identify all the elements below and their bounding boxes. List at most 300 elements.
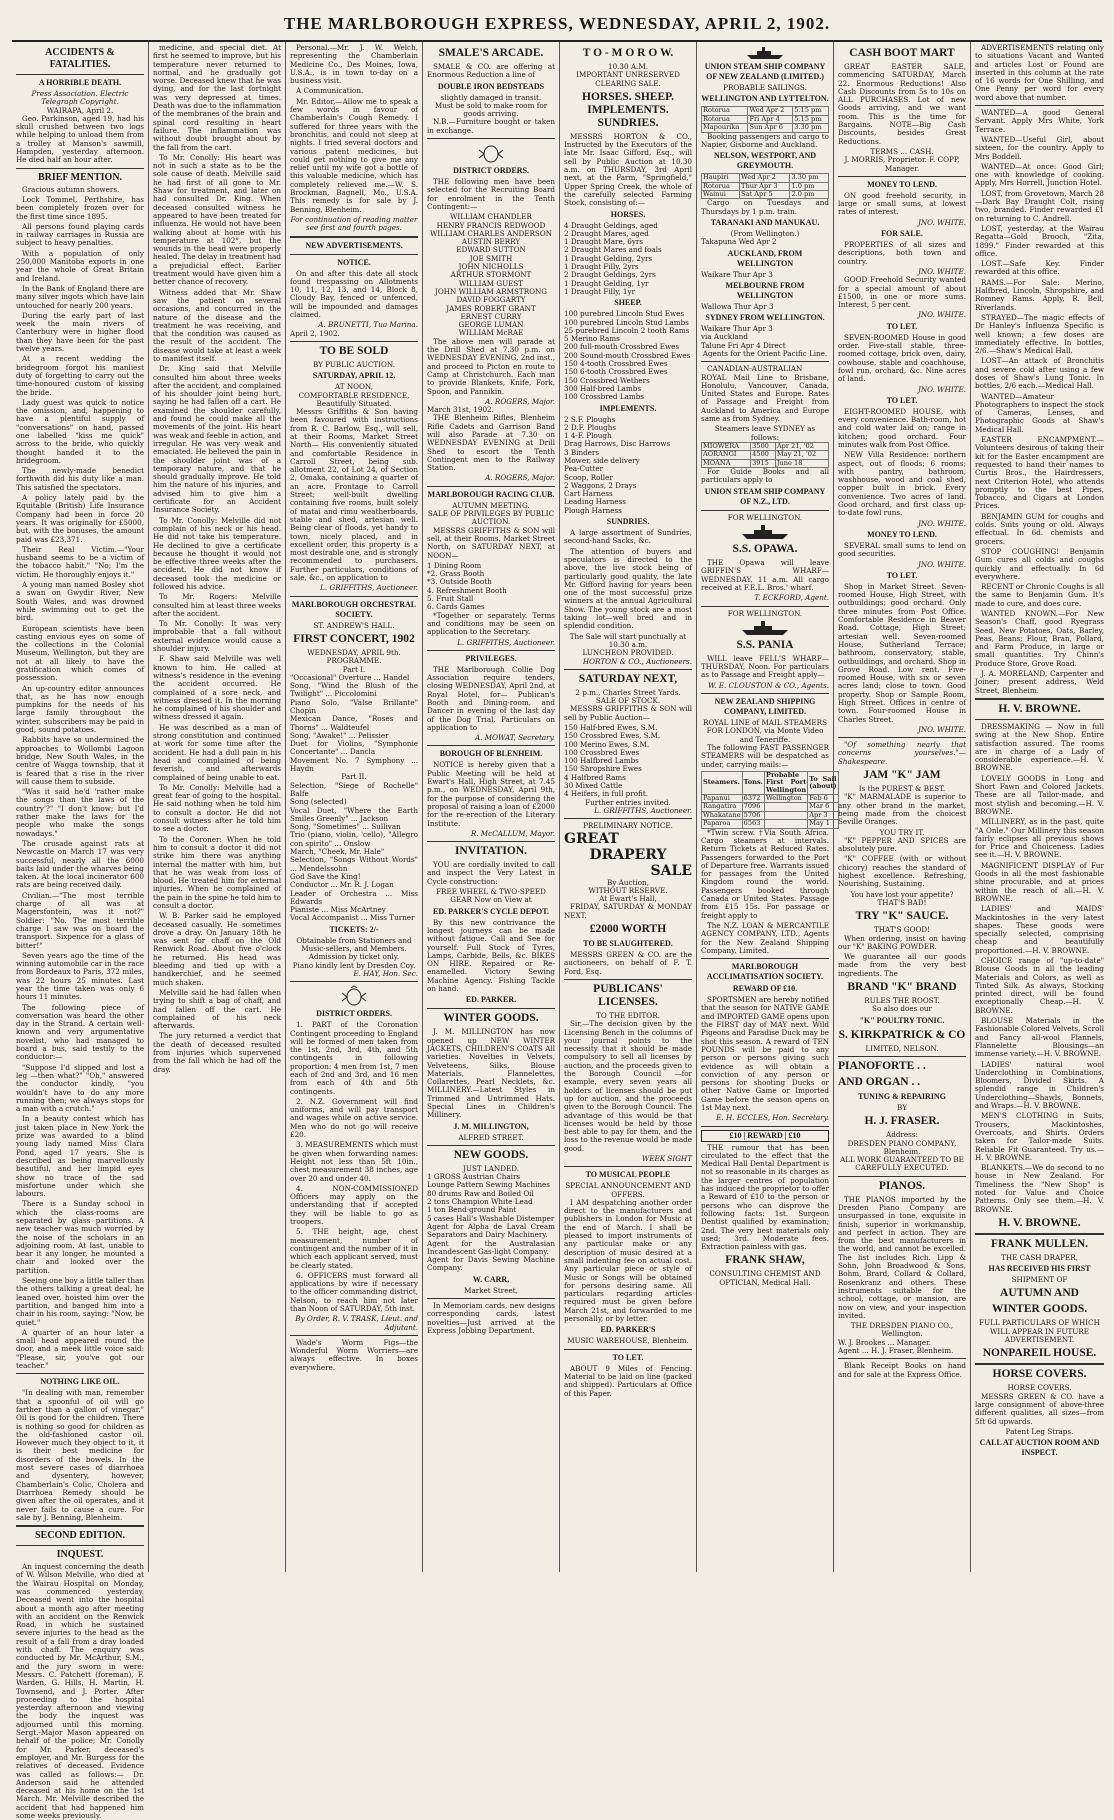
table-cell: Wellington [764, 795, 807, 803]
kirkpatrick-sub: LIMITED, NELSON. [865, 1043, 939, 1053]
table-cell: MOANA [702, 459, 751, 467]
table-header: To Sail (about) [808, 771, 838, 794]
to-let-heading: TO LET. [886, 395, 918, 405]
browne-heading: H. V. BROWNE. [998, 702, 1081, 715]
table-cell: 5706 [742, 811, 764, 819]
ewart-hall: At Ewart's Hall, [599, 894, 657, 904]
worm-ad: Wade's Worm Figs—the Wonderful Worm Worriers—are always effective. In boxes everywhere. [290, 1337, 418, 1372]
by: BY [897, 1102, 907, 1112]
for-wellington: FOR WELLINGTON. [727, 608, 803, 618]
table-header: Tons. [742, 771, 764, 794]
route-note: Booking passengers and cargo to Napier, Gisborne and Auckland. [701, 131, 829, 149]
list-item: Agent for Davis Sewing Machine Company. [427, 1255, 555, 1273]
brief-item: With a population of only 250,000 Manitoba exports in one year the whole of Great Britain and Ireland. [16, 248, 144, 283]
list-item: 1 GROSS Austrian Chairs [427, 1172, 521, 1182]
concert-hall: ST. ANDREW'S HALL. [313, 620, 395, 630]
list-item: *3. Outside Booth [427, 577, 492, 587]
morris: J. MORRIS, Proprietor. F. COPP, Manager. [844, 155, 960, 173]
table-cell: Whakatane [703, 810, 741, 819]
twin-note: *Twin screw. †Via South Africa. Cargo steamers at intervals. Return Tickets at Reduced Rates. Passengers forwarded to the Port of Departure free. Warrants issued for passages from the United Kingdom round the world. Passengers booked through Canada or United States. Passage from £15 15s. For passage or freight apply to [701, 827, 829, 920]
article-subhead: NOTHING LIKE OIL. [40, 1377, 120, 1387]
brief-item: European scientists have been casting envious eyes on some of the collections in the Colonial Museum, Wellington, but they are not at all likely to have the gratification which comes of possession. [16, 623, 144, 683]
table-cell: MIOWERA [702, 442, 751, 450]
table-cell: Wainui [702, 190, 740, 198]
list-item: Agent for the Australasian Incandescent Gas-light Company. [427, 1238, 555, 1256]
programme-item: Selection, "Siege of Rochelle" Balfe [290, 780, 418, 798]
route-heading: SYDNEY FROM WELLINGTON. [705, 313, 825, 323]
list-item: 150 Shropshire Ewes [564, 764, 642, 774]
order-item: 3. MEASUREMENTS which must be given when forwarding names: Height not less than 5ft 10in., chest measurement 38 inches, age over 20 and under 40. [290, 1140, 418, 1183]
list-item: DAVID FOGGARTY [456, 295, 526, 305]
brief-item: Rabbits have so undermined the approaches to Wollombi Lagoon bridge, New South Wales, in the centre of Wagga township, that it is feared that a rise in the river will cause them to subside. [16, 735, 144, 786]
autumn-meeting: AUTUMN MEETING. [452, 500, 530, 510]
classified-ad: LOST.—Safe Key. Finder rewarded at this office. [975, 259, 1104, 277]
list-item: *2. Grass Booth [427, 569, 485, 579]
quote: "Of something nearly that concerns yourselves."—Shakespeare. [838, 740, 966, 766]
route-row: Wallowa Thur Apr 3 [701, 301, 774, 311]
steamer-table [701, 771, 839, 829]
table-cell: 3500 [751, 442, 776, 450]
paragraph: Personal.—Mr. J. W. Welch, representing the Chamberlain Medicine Co., Des Moines, Iowa, U.S.A., is in town to-day on a business visit. [290, 43, 418, 86]
musical-heading: TO MUSICAL PEOPLE [585, 1170, 671, 1180]
route-row: Talune Fri Apr 4 Direct [701, 340, 786, 350]
list-item: JAMES ROBERT GRANT [446, 303, 536, 313]
saturday-time: 2 p.m., Charles Street Yards. [575, 687, 681, 697]
sundries-subhead: SUNDRIES. [606, 517, 650, 527]
call-inspect: CALL AT AUCTION ROOM AND INSPECT. [979, 1438, 1100, 1458]
money-body: SEVERAL small sums to lend on good securities. [838, 540, 966, 559]
brief-item: There is a Sunday school in which the class-rooms are separated by glass partitions. A new teacher was much worried by the noise of the scholars in an adjoining room. At last, unable to bear it any longer, he mounted a chair and looked over the partition. [16, 1199, 144, 1275]
sheep-subhead: SHEEP. [614, 298, 642, 308]
sailings-table [701, 173, 829, 199]
kirkpatrick: S. KIRKPATRICK & CO [838, 1028, 966, 1041]
patent-straps: Patent Leg Straps. [1005, 1426, 1074, 1436]
inquest-continued [153, 44, 281, 1074]
carr-street: Market Street, [464, 1285, 518, 1295]
signature: A. MOWAT, Secretary. [474, 733, 555, 743]
list-item: 100 Merino Ewes, S.M. [564, 739, 650, 749]
list-item: 2 S.F. Ploughs [564, 414, 616, 424]
sale-privileges: SALE OF PRIVILEGES BY PUBLIC AUCTION. [427, 509, 555, 527]
paragraph: W. B. Parker said he employed deceased casually. He sometimes drove a dray. On January 18th he was sent for chaff on the Old Renwick Road. About five o'clock he returned. His head was bleeding and tied up with a handkerchief, and he seemed much shaken. [153, 911, 281, 987]
parker-sig: ED. PARKER. [465, 995, 517, 1005]
list-item: 200 full-mouth Crossbred Ewes [564, 342, 680, 352]
royal-mail: ROYAL LINE of MAIL STEAMERS FOR LONDON, via Monte Video and Teneriffe. [703, 718, 827, 744]
horses-subhead: HORSES. [610, 209, 646, 219]
table-cell: 2.0 pm [790, 190, 829, 198]
table-cell: 3.30 pm [790, 174, 829, 182]
concert-credits [290, 881, 418, 922]
table-cell: Sun Apr 6 [748, 124, 793, 132]
personal-notes [290, 44, 418, 214]
saturday-heading: SATURDAY NEXT, [578, 672, 678, 685]
signature: A. ROGERS, Major. [485, 473, 555, 483]
pianoforte: PIANOFORTE . . [838, 1059, 926, 1072]
signature: R. McCALLUM, Mayor. [470, 828, 555, 838]
tried: You have lost your appetite? THAT'S BAD! [850, 889, 954, 907]
table-cell: Rotorua [702, 182, 740, 190]
list-item: Scoop, Roller [564, 472, 613, 482]
brief-item: A young man named Bosley shot a swan on Gwydir River, New South Wales, and was drowned while swimming out to get the bird. [16, 580, 144, 623]
credit-line: Conductor ... Mr. R. J. Logan [290, 880, 394, 890]
list-item: 100 Halfbred Lambs [564, 756, 639, 766]
horton-body: MESSRS HORTON & CO., Instructed by the Executors of the late Mr. Isaac Gifford, Esq., will sell by Public Auction at 10.30 a.m. on THURSDAY, 3rd April next, at the Farm, "Springfield," Upper Spring Creek, the whole of the carefully selected Farming Stock, consisting of:— [564, 131, 692, 208]
column-2 [149, 42, 286, 1572]
order-item: 2. N.Z. Government will find uniforms, and will pay transport and wages while on active service. Men who do not go will receive £20. [290, 1096, 418, 1140]
signature: A. BRUNETTI, Tua Marina. [318, 320, 418, 330]
table-cell: Paparoa [702, 820, 743, 828]
classified-ad: LOST—An attack of Bronchitis and severe cold after using a few doses of Shaw's Lung Tonic. In bottles, 2/6 each.—Medical Hall. [975, 356, 1104, 391]
sale-dates: FRIDAY, SATURDAY & MONDAY NEXT. [564, 902, 692, 920]
worth: £2000 WORTH [589, 923, 667, 936]
goodwill-body: GOOD Freehold Security wanted for a special amount of about £1500, in one or more sums. Interest, 5 per cent. [838, 275, 966, 310]
booth-list [427, 562, 555, 612]
receipt-books: Blank Receipt Books on hand and for sale at the Express Office. [838, 1361, 966, 1379]
list-item: 100 purebred Lincoln Stud Lambs [564, 317, 689, 327]
table-cell: 5.15 pm [793, 115, 829, 123]
route-row: via Auckland [701, 332, 748, 342]
horse-list [564, 222, 692, 297]
signature: JNO. WHITE. [917, 266, 966, 276]
route-from: (From Wellington.) [730, 228, 800, 238]
district-orders-list [290, 1021, 418, 1313]
guaranteed: ALL WORK GUARANTEED TO BE CAREFULLY EXECUTED. [840, 1155, 964, 1173]
opawa-body: THE Opawa will leave GRIFFIN'S WHARF— WEDNESDAY, 11 a.m. All cargo received at F.E.L. Bros.' wharf. [701, 558, 829, 592]
signature: T. ECKFORD, Agent. [754, 593, 829, 603]
classified-ad: WANTED—Useful Girl, about sixteen, for the country. Apply to Mrs Boddell. [975, 134, 1104, 161]
brief-item: At a recent wedding the bridegroom forgot his manliest duty of forgetting to carry out the time-honoured custom of kissing the bride. [16, 354, 144, 397]
signature: JNO. WHITE. [917, 217, 966, 227]
publicans-body: Sir,—The decision given by the Licensing Bench in the columns of your journal points to the necessity that it should be made compulsory to sell all licenses by auction, and the proceeds given to the Borough Council —for example, every seven years all holders of licenses should be put up for auction, and the proceeds given to the Borough Council. The advantage of this would be that licenses would be held by those best able to pay for them, and the loss to the revenue would be made good. [564, 1019, 692, 1153]
ship-name: S.S. OPAWA. [732, 543, 798, 556]
winter: WINTER GOODS. [991, 1303, 1088, 1316]
usco-sig: UNION STEAM SHIP COMPANY OF N.Z., LTD. [704, 486, 826, 506]
route-heading: MELBOURNE FROM WELLINGTON [725, 280, 805, 300]
table-header: Probable First Port Wellington [765, 770, 807, 794]
classified-ad: BLOUSE Materials in the Fashionable Colored Velvets, Scroll and Fancy all-wool Flannels, Flannelette Blousings—an immense variety.—H. V. BROWNE. [975, 1016, 1104, 1059]
table-cell: 6563 [742, 820, 764, 828]
pianos-heading: PIANOS. [878, 1179, 926, 1192]
shop-body: Shop in Market Street. Seven-roomed House, High Street, with outbuildings; good orchard. Only three minutes from Post Office. Comfortable Residence in Beaver Road. Cottage, High Street; artesian well. Seven-roomed House, Sutherland Terrace; bathroom, conservatory, stable, outbuildings, and orchard. Shop in Grove Road. Low rent. Five-roomed House, with six or seven acres land; close to town. Good property. Shop or Sample Room, High Street. Offices in centre of town. Four-roomed House in Charles Street. [838, 581, 966, 724]
table-cell [764, 803, 807, 811]
browne-list [975, 723, 1104, 1214]
list-item: 2 D.F. Ploughs [564, 422, 617, 432]
rifles-body: THE Blenheim Rifles, Blenheim Rifle Cadets and Garrison Band will also Parade at 7.30 on WEDNESDAY EVENING at Drill Shed to escort the Tenth Contingent men to the Railway Station. [427, 413, 555, 473]
credit-line: Leader of Orchestra ... Miss Edwards [290, 888, 418, 906]
list-item: 100 Crossbred Lambs [564, 392, 644, 402]
concert-title: FIRST CONCERT, 1902 [293, 632, 415, 645]
k-baking: When ordering, insist on having our "K" BAKING POWDER. [838, 933, 966, 951]
list-item: 30 Mixed Cattle [564, 781, 623, 791]
for-wellington: FOR WELLINGTON. [727, 512, 803, 522]
you-try: YOU TRY IT. [879, 827, 925, 837]
classified-ad: WANTED—A good General Servant. Apply Mrs White, York Terrace. [975, 108, 1104, 134]
list-item: 2 tons Champion White Lead [427, 1197, 533, 1207]
section-heading-second-edition: SECOND EDITION. [34, 1530, 126, 1542]
article-body: "In dealing with man, remember that a spoonful of oil will go farther than a gallon of vinegar." Oil is good for the children. There is nothing so good for children as the old-fashioned castor oil. However much they object to it, it is their best medicine for disorders of the bowels. In the most severe cases of diarrhoea and dysentery, however, Chamberlain's Colic, Cholera and Diarrhoea Remedy should be given after the oil operates, and it never fails to cause a cure. For sale by J. Benning, Blenheim. [16, 1388, 144, 1522]
credit-line: Pianiste ... Miss McArtney [290, 905, 386, 915]
programme-item: "Occasional" Overture ... Handel [290, 672, 410, 682]
notice-date: April 2, 1902. [290, 328, 340, 338]
classified-ad: LADIES' natural wool Underclothing in Combinations, Bloomers, Divided Skirts. A splendid range in Children's Underclothing—Shawls, Bonnets, and Wraps.—H. V. BROWNE. [975, 1059, 1104, 1111]
tuning: TUNING & REPAIRING [858, 1091, 946, 1101]
part-heading: Part II. [341, 772, 367, 782]
paragraph: Mr. Editor,—Allow me to speak a few words in favour of Chamberlain's Cough Remedy. I suffered for three years with the bronchitis, and could not sleep at nights. I tried several doctors and various patent medicines, but could get nothing to give me any relief until my wife got a bottle of this valuable medicine, which has completely relieved me.—W. S. Brockman, Bagnell, Mo., U.S.A. This remedy is for sale by J. Benning, Blenheim. [290, 96, 418, 214]
auction-heading: TO BE SOLD [319, 344, 389, 357]
district-orders-heading: DISTRICT ORDERS. [316, 1009, 392, 1019]
men-list [427, 213, 555, 337]
griffiths-body: MESSRS GRIFFITHS & SON will sell, at their Rooms, Market Street North, on SATURDAY NEXT, at NOON— [427, 525, 555, 560]
tickets: TICKETS: 2/- [329, 924, 379, 934]
contingent-body: THE following men have been selected for the Recruiting Board for enrolment in the Tenth Contingent:— [427, 177, 555, 211]
to-let-body: ABOUT 9 Miles of Fencing. Material to be laid on line (packed and shipped). Particulars at Office of this Paper. [564, 1363, 692, 1398]
table-cell: 7096 [742, 803, 764, 811]
list-item: WILLIAM CHARLES ANDERSON [429, 228, 553, 238]
k-poultry: "K" POULTRY TONIC. [859, 1015, 945, 1025]
classified-ad: MAGNIFICENT DISPLAY of Fur Goods in all the most fashionable shine procurable, and at prices within the reach of all.—H. V. BROWNE. [975, 860, 1104, 903]
brief-item: "Was it said he'd 'rather make the songs than the laws of the country'?" "I don't know; but I'd rather make the laws for the people who make the songs nowadays." [16, 787, 144, 838]
full-particulars: FULL PARTICULARS OF WHICH WILL APPEAR IN FUTURE ADVERTISEMENT. [979, 1318, 1100, 1345]
classified-ad: MEN'S CLOTHING in Suits, Trousers, Mackintoshes, Overcoats, and Shirts. Orders taken for Tailor-made Suits. Reliable Fit Guaranteed. Try us.—H. V. BROWNE. [975, 1111, 1104, 1162]
brief-item: Seeing one boy a little taller than the others talking a great deal, he leaned over, hoisted him over the partition, and banged him into a chair in his room, saying: "Now, be quiet." [16, 1276, 144, 1327]
table-cell: 4500 [751, 451, 776, 459]
order-item: 4. NON-COMMISSIONED Officers may apply on the understanding that if accepted they will be liable to go as troopers. [290, 1183, 418, 1227]
programme-item: Song, "Wind the Blush of the Twilight" ... Piccolomini [290, 681, 418, 699]
nonpareil: NONPAREIL HOUSE. [982, 1347, 1097, 1360]
musical-body: I AM despatching another order direct to the manufacturers and publishers in London for Music at the end of March. I shall be pleased to import instruments of any particular make or any description of music desired at a small indenting fee on actual cost. Any particular piece or style of Music or Songs will be obtained for persons desiring same. All particulars regarding articles required must be given before March 21st, and forwarded to me personally, or by letter. [564, 1197, 692, 1324]
notice-heading: NOTICE. [337, 257, 371, 267]
list-item: Plough Harness [564, 505, 622, 515]
dresden: DRESDEN PIANO COMPANY, [847, 1138, 957, 1148]
bedsteads-sold: Must be sold to make room for goods arriving. [434, 100, 548, 119]
prelim-notice: PRELIMINARY NOTICE. [583, 821, 673, 831]
route-heading: WELLINGTON AND LYTTELTON. [701, 94, 829, 104]
tomorrow-time: 10.30 A.M. [608, 62, 648, 71]
list-item: 4 Draught Geldings, aged [564, 220, 658, 230]
great-drapery-drapery: DRAPERY [589, 846, 667, 863]
brief-item: In the Bank of England there are many silver ingots which have lain untouched for nearly 200 years. [16, 283, 144, 310]
list-item: JOHN WILLIAM ARMSTRONG [434, 286, 548, 296]
auction-item: COMFORTABLE RESIDENCE, Beautifully Situated. [298, 390, 410, 408]
programme-item: March, "Cheek, Mr. Hale" [290, 847, 385, 857]
table-cell: AORANGI [702, 451, 751, 459]
list-item: Agent for Alpha de Laval Cream Separators and Dairy Machinery. [427, 1221, 555, 1240]
try-k-sauce: TRY "K" SAUCE. [855, 910, 949, 923]
publicans-heading: PUBLICANS' LICENSES. [593, 982, 663, 1008]
acclim-body: SPORTSMEN are hereby notified that the season for NATIVE GAME and IMPORTED GAME opens upon the FIRST day of MAY next. Wild Pigeons and Paradise Duck may be shot this season. A reward of TEN POUNDS will be paid to any person or persons giving such evidence as will obtain a conviction of any person or persons for shooting Ducks or other Native Game or Imported Game before the season opens on 1st May next. [701, 995, 829, 1112]
furniture-note: N.B.—Furniture bought or taken in exchange. [427, 117, 555, 135]
for-sale-heading: FOR SALE. [881, 229, 923, 239]
borough-body: NOTICE is hereby given that a Public Meeting will be held at Ewart's Hall, High Street, at 7.45 p.m., on WEDNESDAY, April 9th, for the purpose of considering the proposal of raising a loan of £2000 for the re-erection of the Literary Institute. [427, 760, 555, 828]
signature: JNO. WHITE. [917, 518, 966, 528]
rules-roost: RULES THE ROOST. [864, 996, 940, 1006]
dateline: WAIRAPA, April 2. [46, 105, 114, 115]
acclim-heading: MARLBOROUGH ACCLIMATISATION SOCIETY. [706, 962, 824, 982]
list-item: 1 4-F. Plough [564, 431, 612, 441]
browne-heading: H. V. BROWNE. [998, 1216, 1081, 1229]
credit-line: Vocal Accompanist ... Miss Turner [290, 913, 415, 923]
route-heading: NELSON, WESTPORT, AND GREYMOUTH. [713, 151, 817, 171]
classified-ad: RECENT or Chronic Coughs is all the same to Benjamin Gum. It's made to cure, and does cure. [975, 582, 1104, 608]
route-note: Cargo on Tuesdays and Thursdays by 1 p.m. train. [701, 198, 829, 216]
pania-body: WILL leave FELL'S WHARF— THURSDAY, Noon. For particulars as to Passage and Freight apply— [701, 653, 829, 680]
paragraph: To Mr. Rogers: Melville consulted him at least three weeks after the accident. [153, 592, 281, 618]
privileges-heading: PRIVILEGES. [465, 653, 517, 663]
table-cell: 3.30 pm [793, 124, 829, 132]
reward-body: THE rumour that has been circulated to the effect that the Medical Hall Dental Department is not so reasonable in its charges as the larger centres of population has induced the proprietor to offer a Reward of £10 to the person or persons who can disprove the following facts: 1st. Surgeon Dentist qualified by examination; 2nd. The very best materials only used; 3rd. Moderate fees. Extraction painless with gas. [701, 1142, 829, 1252]
list-item: Lounge Pattern Sewing Machines [427, 1180, 550, 1190]
list-item: 150 4-tooth Crossbred Ewes [564, 359, 668, 369]
columns [12, 42, 1104, 1820]
list-item: 6. Cards Games [427, 602, 485, 612]
programme-item: Selection, "Songs Without Words" ... Mendelssohn [290, 855, 418, 873]
brief-item: A quarter of an hour later a small head appeared round the door, and a meek little voice said: "Please, sir, you've got our teacher." [16, 1327, 144, 1371]
brief-item: Lock Tommel, Perthshire, has been completely frozen over for the first time since 1895. [16, 194, 144, 221]
luncheon: LUNCHEON PROVIDED. [582, 648, 674, 658]
paragraph: To Mr. Conolly: Melville did not complain of his neck or his head. He did not take his temperature. He declined to give a certificate because he thought it would not be effective three weeks after the accident. He did not know if deceased took the medicine or followed his advice. [153, 515, 281, 591]
list-item: 200 Sound-mouth Crossbred Ewes [564, 350, 691, 360]
paragraph: Witness added that Mr. Shaw saw the patient on several occasions, and concurred in the nature of the disease and the treatment he was receiving, and that the condition was caused as the result of the accident. The disease would take at least a week to manifest itself. [153, 287, 281, 363]
reward-heading: REWARD OF £10. [732, 984, 798, 994]
freewheel: FREE WHEEL & TWO-SPEED GEAR Now on View at [436, 887, 546, 905]
table-cell: Apr 3 [808, 811, 838, 819]
classified-ad: J. A. MORELAND, Carpenter and Joiner; present address, Weld Street, Blenheim. [975, 669, 1104, 695]
article-body: An inquest concerning the death of W. Wilson Melville, who died at the Wairau Hospital on Monday, was commenced yesterday. Deceased went into the hospital about a month ago after meeting with an accident on the Renwick Road, in which he sustained severe injuries to the head as the result of a fall from a dray loaded with chaff. The enquiry was conducted by Mr. McArthur, S.M., and the jury sworn in were: Messrs. C. Patchett (foreman), F. Warden, G. Hills, H. Martin, H. Townsend, and J. Porter. After proceeding to the hospital yesterday afternoon and viewing the body the inquest was adjourned until this morning. Sergt.-Major Mason appeared on behalf of the police; Mr. Conolly for Mr. Parker, deceased's employer, and Mr. Burgess for the relatives of deceased. Evidence was called as follows:— Dr. Anderson said he attended deceased at his home on the 1st March. Mr. Melville described the accident that had happened him some weeks previously. [16, 1562, 144, 1820]
to-let-body: EIGHT-ROOMED HOUSE, with every convenience. Bath-room, hot and cold water laid on; range in kitchen; good orchard. Four minutes walk from Post Office. [838, 406, 966, 449]
list-item: 100 purebred Lincoln Stud Ewes [564, 309, 685, 319]
classified-ad: DRESSMAKING — Now in full swing at the New Shop. Entire satisfaction assured. The rooms are in charge of a Lady of considerable experience.—H. V. BROWNE. [975, 721, 1104, 773]
classified-ad: EASTER ENCAMPMENT.—Volunteers desirous of taking their kit for the Easter encampment are requested to hand their names to Curtis Bros., the Hairdressers, next Criterion Hotel, who attends promptly to the best Pipes, Tobacco, and Cigars at London Prices. [975, 435, 1104, 511]
together-note: *Together or separately. Terms and conditions may be seen on application to the Secretary. [427, 610, 555, 637]
brief-item: The following piece of conversation was heard the other day in the Strand. A certain well-known and very argumentative novelist, who had managed to board a bus, said testily to the conductor:— [16, 1002, 144, 1062]
reward-bar: £10 | REWARD | £10 [701, 1130, 829, 1142]
brief-item: "Suppose I'd slipped and lost a leg —then what?" "Oh," answered the conductor kindly, "you wouldn't have to do any more running then; we always stops for a man with a crutch." [16, 1062, 144, 1114]
to-let-heading: TO LET. [612, 1352, 644, 1362]
dpc: THE DRESDEN PIANO CO., Wellington. [850, 1321, 954, 1339]
part-heading: Part I. [342, 664, 366, 674]
agent: Agent ... H. J. Fraser, Blenheim. [838, 1346, 954, 1356]
list-item: Mower, side delivery [564, 455, 640, 465]
classified-ad: RAMS.—For Sale: Merino, Halfbred, Lincoln, Shropshire, and Romney Rams. Apply, R. Bell, Riverlands. [975, 277, 1104, 312]
table-cell: 6372 [742, 795, 764, 803]
list-item: Pea-Cutter [564, 464, 604, 474]
brief-item: The newly-made benedict forthwith did his duty like a man. This satisfied the spectators. [16, 466, 144, 492]
tickets-note: Obtainable from Stationers and Music-sellers, and Members. Admission by ticket only. [296, 935, 412, 962]
classified-ad: LADIES' and MAIDS' Mackintoshes in the very latest shapes. These goods were specially selected, comprising cheap and beautifully proportioned.—H. V. BROWNE. [975, 904, 1104, 955]
probable-sailings: PROBABLE SAILINGS. [723, 83, 807, 92]
parker-music: ED. PARKER'S [600, 1325, 656, 1335]
mullen-heading: FRANK MULLEN. [990, 1237, 1089, 1250]
k-jam-text: Is the PUREST & BEST. [858, 784, 946, 794]
cash-draper: THE CASH DRAPER, [1001, 1252, 1078, 1262]
further-entries: Further entries invited. [585, 797, 671, 807]
section-heading-inquest: INQUEST. [56, 1549, 104, 1561]
concert-org: MARLBOROUGH ORCHESTRAL SOCIETY. [291, 599, 417, 619]
programme-item: Song (selected) [290, 797, 347, 807]
cycle-depot: ED. PARKER'S CYCLE DEPOT. [433, 906, 549, 916]
classified-ad: STRAYED—The magic effects of Dr Hanley's Influenza Specific is well known; a few doses are immediately effective. In bottles, 2/6.—Shaw's Medical Hall. [975, 312, 1104, 356]
classified-ad: BLANKETS.—We do second to no house in New Zealand. For Timeliness the "New Shop" is noted for Value and Choice Patterns. Only see them.—H. V. BROWNE. [975, 1163, 1104, 1214]
list-item: ARTHUR STORMONT [450, 270, 532, 280]
signature: L. GRIFFITHS, Auctioneer. [320, 583, 418, 593]
orient-agents: Agents for the Orient Pacific Line. [702, 349, 828, 358]
classified-ad: WANTED—Amateur Photographers to inspect the stock of Cameras, Lenses, and Photographic Goods at Shaw's Medical Hall. [975, 391, 1104, 434]
classified-ad: MILLINERY, as in the past, quite "A Onle." Our Millinery this season fairly eclipses all previous shows for Price and Choiceness. Ladies see it.—H. V. BROWNE. [975, 817, 1104, 860]
signature: JNO. WHITE. [917, 384, 966, 394]
table-cell: 1.0 pm [790, 182, 829, 190]
list-item: 2 Waggons, 2 Drays [564, 480, 637, 490]
by-auction: By Auction, [607, 877, 649, 887]
list-item: 300 Half-bred Lambs [564, 383, 642, 393]
and-organ: AND ORGAN . . [838, 1075, 921, 1088]
k-guarantee: We guarantee all our goods made from the very best ingredients. The [838, 952, 966, 978]
programme-list [290, 782, 418, 882]
programme-item: Duet for Violins, "Symphonie Concertante" ... Dancla [290, 739, 418, 757]
brief-item: Lady guest was quick to notice the omission, and, happening to have a plentiful supply of "conversations" on hand, passed one labelled "kiss me quick" across to the bride, who quickly thought handed it to the bridegroom. [16, 397, 144, 465]
route-heading: TARANAKI AND MANUKAU. [710, 217, 820, 227]
brief-list [16, 186, 144, 1371]
fraser: H. J. FRASER. [864, 1115, 940, 1128]
arcade-body: SMALE & CO. are offering at Enormous Reduction a line of [427, 62, 555, 80]
piano-credit: Piano kindly lent by Dresden Coy. [292, 960, 416, 970]
list-item: AUSTIN BERRY [461, 237, 521, 247]
list-item: 1 Draught Filly, 1yr [564, 286, 635, 296]
racing-heading: MARLBOROUGH RACING CLUB. [427, 489, 555, 499]
steamship-icon [740, 524, 790, 540]
canadian-body: CANADIAN-AUSTRALIAN ROYAL Mail Line to Brisbane, Honolulu, Vancouver, Canada, United States and Europe. Rates of Passage and Freight from Auckland to America and Europe same as from Sydney. [701, 364, 829, 424]
table-cell [764, 820, 807, 828]
k-pepper: "K" PEPPER AND SPICES are absolutely pure. [838, 835, 966, 854]
list-item: JOHN NICHOLLS [458, 262, 524, 272]
just-landed: JUST LANDED. [463, 1163, 519, 1173]
parade-body: The above men will parade at the Drill Shed at 7.30 p.m. on WEDNESDAY EVENING, 2nd inst., and proceed to Picton en route to Camp at Christchurch. Each man to provide Blankets, Knife, Fork, Spoon, and Pannikin. [427, 336, 555, 396]
for-sale-body: PROPERTIES of all sizes and descriptions, both town and country. [838, 240, 966, 266]
brief-item: During the early part of last week the main rivers of Canterbury were in higher flood than they have been for the past twelve years. [16, 310, 144, 354]
programme-item: Song, "Sometimes" ... Sullivan [290, 822, 401, 832]
table-header: Steamers. [702, 771, 743, 794]
route-rows [701, 325, 829, 350]
notice-body: On and after this date all stock found trespassing on Allotments 10, 11, 12, 13, and 14, Block 8, Cloudy Bay, fenced or unfenced, will be impounded and damages claimed. [290, 268, 418, 320]
paragraph: To Mr. Conolly: Melville had a great fear of going to the hospital. He said nothing when he told him to consult a doctor. He did not consult witness after he told him to see a doctor. [153, 782, 281, 834]
list-item: 100 Crossbred Ewes [564, 747, 640, 757]
order-item: 1. PART of the Coronation Contingent proceeding to England will be formed of men taken from the 1st, 2nd, 3rd, 4th, and 5th contingents in following proportion: 4 men from 1st, 7 men each of 2nd and 3rd, and 16 men from each of 4th and 5th contingents. [290, 1020, 418, 1096]
k-brand: BRAND "K" BRAND [847, 981, 957, 994]
mail-steamers-table [701, 442, 829, 468]
programme-item: Mexican Dance, "Roses and Thorns" ... Waldteufel [290, 714, 418, 732]
list-item: WILLIAM GUEST [458, 278, 524, 288]
route-row: Waikare Thur Apr 3 [701, 324, 773, 334]
goods-list [427, 1173, 555, 1273]
table-cell: Feb 6 [808, 795, 838, 803]
classified-ad: LOST, from Grovetown, March 28—Dark Bay Draught Colt, rising two, branded. Finder rewarded £1 on returning to C. Andrell. [975, 188, 1104, 223]
alfred-street: ALFRED STREET. [458, 1132, 524, 1142]
table-cell: Papanui [702, 795, 743, 803]
table-cell: Wed Apr 2 [748, 107, 793, 115]
sheep-list [564, 310, 692, 401]
paragraph: A Communication. [296, 86, 364, 96]
bedsteads-note: slightly damaged in transit. [440, 92, 542, 102]
brief-item: Civilian.—"The most terrible charge of all was at Magersfontein, was it not?" Soldier: "No. The most terrible charge I saw was on board the transport. Sixpence for a glass of bitter!" [16, 890, 144, 950]
borough-heading: BOROUGH OF BLENHEIM. [439, 749, 543, 759]
table-row [702, 820, 839, 828]
ship-name: S.S. PANIA [736, 638, 794, 651]
shaw-title: CONSULTING CHEMIST AND OPTICIAN, Medical Hall. [709, 1269, 821, 1287]
great-drapery-great: GREAT [564, 830, 619, 847]
brief-item: All persons found playing cards in railway carriages in Russia are subject to heavy penalties. [16, 221, 144, 248]
programme-item: Song, "Awake!" ... Pelissier [290, 730, 389, 740]
article-subhead: A HORRIBLE DEATH. [38, 78, 122, 87]
pianos-body: THE PIANOS imported by the Dresden Piano Company are unsurpassed in tone, exquisite in finish, superior in workmanship, and perfect in action. They are from the best manufacturers in the world, and cannot be excelled. The list includes Rich. Lipp & Sohn, John Broadwood & Sons, Bohm, Brard, Collard & Collard, Rosenkranz and others. These instruments suitable for the school, cottage, or mansion, are now on view, and your inspection invited. [838, 1194, 966, 1320]
